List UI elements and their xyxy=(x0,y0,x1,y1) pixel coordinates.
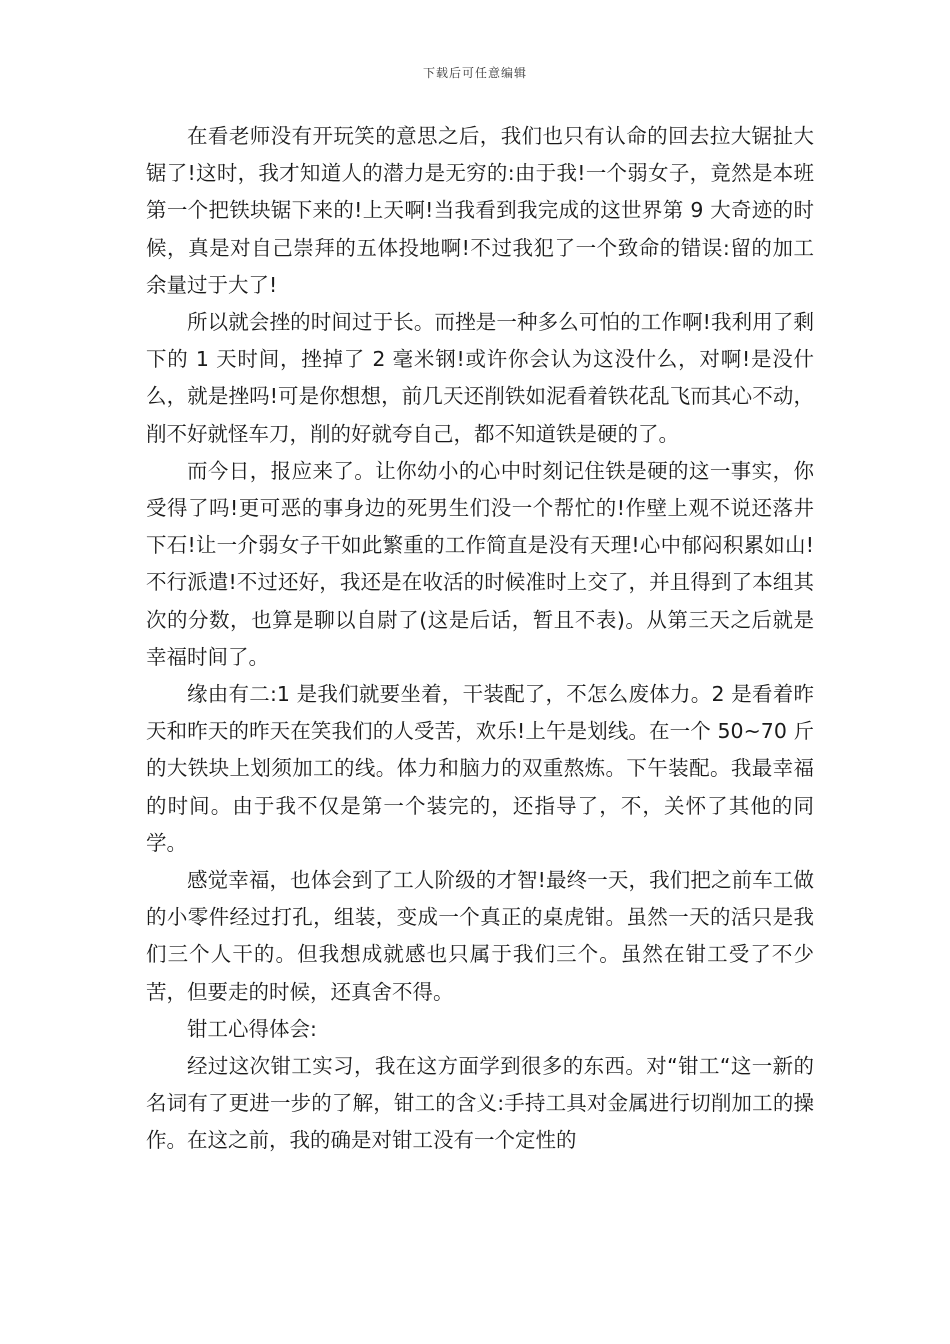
document-body xyxy=(146,118,814,1160)
paragraph-5: 感觉幸福，也体会到了工人阶级的才智!最终一天，我们把之前车工做的小零件经过打孔，组装，变成一个真正的桌虎钳。虽然一天的活只是我们三个人干的。但我想成就感也只属于我们三个。虽然在钳工受了不少苦，但要走的时候，还真舍不得。 xyxy=(146,868,814,1004)
paragraph-1: 在看老师没有开玩笑的意思之后，我们也只有认命的回去拉大锯扯大锯了!这时，我才知道人的潜力是无穷的:由于我!一个弱女子，竟然是本班第一个把铁块锯下来的!上天啊!当我看到我完成的这世界第 9 大奇迹的时候，真是对自己崇拜的五体投地啊!不过我犯了一个致命的错误:留的加工余量过于大了! xyxy=(146,124,814,297)
section-heading: 钳工心得体会: xyxy=(187,1016,317,1041)
paragraph-3: 而今日，报应来了。让你幼小的心中时刻记住铁是硬的这一事实，你受得了吗!更可恶的事身边的死男生们没一个帮忙的!作壁上观不说还落井下石!让一介弱女子干如此繁重的工作简直是没有天理!心中郁闷积累如山!不行派遣!不过还好，我还是在收活的时候准时上交了，并且得到了本组其次的分数，也算是聊以自尉了(这是后话，暂且不表)。从第三天之后就是幸福时间了。 xyxy=(146,458,814,669)
paragraph-2: 所以就会挫的时间过于长。而挫是一种多么可怕的工作啊!我利用了剩下的 1 天时间，挫掉了 2 毫米钢!或许你会认为这没什么，对啊!是没什么，就是挫吗!可是你想想，前几天还削铁如泥看着铁花乱飞而其心不动，削不好就怪车刀，削的好就夸自己，都不知道铁是硬的了。 xyxy=(146,310,814,446)
paragraph-4: 缘由有二:1 是我们就要坐着，干装配了，不怎么废体力。2 是看着昨天和昨天的昨天在笑我们的人受苦，欢乐!上午是划线。在一个 50~70 斤的大铁块上划须加工的线。体力和脑力的双重熬炼。下午装配。我最幸福的时间。由于我不仅是第一个装完的，还指导了，不，关怀了其他的同学。 xyxy=(146,682,814,855)
paragraph-6: 经过这次钳工实习，我在这方面学到很多的东西。对“钳工“这一新的名词有了更进一步的了解，钳工的含义:手持工具对金属进行切削加工的操作。在这之前，我的确是对钳工没有一个定性的 xyxy=(146,1054,814,1153)
page-header: 下载后可任意编辑 xyxy=(422,66,527,80)
